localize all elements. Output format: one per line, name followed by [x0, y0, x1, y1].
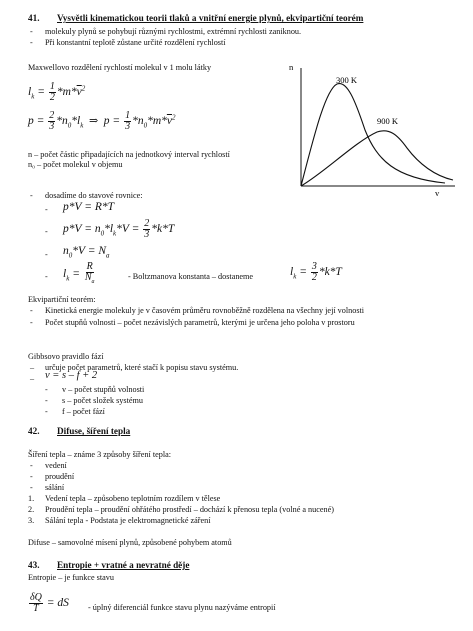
bullet-dash: - [45, 385, 48, 394]
maxwell-distribution-graph [285, 60, 460, 200]
bullet-dash: - [30, 472, 33, 481]
ekvipartition-title: Ekvipartiční teorém: [28, 295, 96, 304]
formula-entropy: $\frac{\delta Q}{T}$ = dS [30, 592, 69, 614]
maxwell-text: Maxwellovo rozdělení rychlostí molekul v 1 molu látky [28, 63, 212, 72]
gibbs-item: v – počet stupňů volnosti [62, 385, 145, 394]
heat-way: proudění [45, 472, 75, 481]
formula-kinetic-energy: $l_k$ = $\frac{1}{2}$ $*m*\overline{v}^2$ [28, 81, 86, 103]
list-number: 3. [28, 516, 35, 525]
bullet-dash: - [30, 483, 33, 492]
bullet-dash: - [30, 306, 33, 315]
heat-intro: Šíření tepla – známe 3 způsoby šíření tepla: [28, 450, 172, 459]
bullet-dash: - [30, 191, 33, 200]
bullet-dash: - [45, 407, 48, 416]
bullet-dash: - [45, 205, 48, 214]
section-42-number: 42. [28, 426, 40, 436]
section-41-number: 41. [28, 13, 40, 23]
curve-900k [301, 131, 453, 186]
bullet-dash: - [30, 461, 33, 470]
gibbs-item: s – počet složek systému [62, 396, 143, 405]
list-number: 2. [28, 505, 35, 514]
bullet-dash: - [45, 227, 48, 236]
formula-pv-lk: $p*V = n_0*l_k*V$ = $\frac{2}{3}$ *k*T [63, 218, 175, 240]
formula-boltzmann: $l_k$ = $\frac{R}{N_a}$ [63, 261, 95, 285]
bullet-text: Při konstantní teplotě zůstane určité rozdělení rychlostí [45, 38, 226, 47]
heat-way: vedení [45, 461, 67, 470]
difuse-text: Difuse – samovolné mísení plynů, způsobené pohybem atomů [28, 538, 232, 547]
gibbs-item: f – počet fází [62, 407, 105, 416]
formula-pressure: p = $\frac{2}{3}$ $*n_0*l_k$ ⇒ p = $\frac{1}{3}$ $*n_0*m*\overline{v}^2$ [28, 110, 176, 132]
heat-numbered: Sálání tepla - Podstata je elektromagnetické záření [45, 516, 211, 525]
bullet-dash: - [45, 250, 48, 259]
section-43-number: 43. [28, 560, 40, 570]
list-number: 1. [28, 494, 35, 503]
bullet-dash: - [30, 27, 33, 36]
formula-lk-result: $l_k$ = $\frac{3}{2}$ *k*T [290, 261, 342, 283]
bullet-dash: - [30, 38, 33, 47]
gibbs-title: Gibbsovo pravidlo fází [28, 352, 104, 361]
entropy-definition: - úplný diferenciál funkce stavu plynu nazýváme entropií [88, 603, 276, 612]
curve-900k-label: 900 K [377, 116, 399, 126]
boltzmann-text: - Boltzmanova konstanta – dostaneme [128, 272, 254, 281]
gibbs-formula: v = s – f + 2 [45, 370, 98, 381]
formula-state-eq: p*V = R*T [63, 201, 114, 213]
heat-way: sálání [45, 483, 65, 492]
ekvipartition-text: Kinetická energie molekuly je v časovém průměru rovnoběžně rozdělena na všechny její volnosti [45, 306, 365, 315]
section-41-title: Vysvětli kinematickou teorii tlaků a vnitřní energie plynů, ekvipartiční teorém [57, 13, 364, 23]
n-definition: n – počet částic připadajících na jednotkový interval rychlostí [28, 150, 230, 159]
entropy-text: Entropie – je funkce stavu [28, 573, 114, 582]
y-axis-label: n [289, 62, 294, 72]
n0-definition: n₀ – počet molekul v objemu [28, 160, 123, 169]
heat-numbered: Vedení tepla – způsobeno teplotním rozdílem v tělese [45, 494, 221, 503]
bullet-dash: - [45, 272, 48, 281]
formula-avogadro: $n_0*V = N_a$ [63, 245, 110, 260]
bullet-dash: – [30, 363, 35, 372]
dosadime-text: dosadíme do stavové rovnice: [45, 191, 143, 200]
curve-300k-label: 300 K [336, 75, 358, 85]
x-axis-label: v [435, 188, 440, 198]
section-43-title: Entropie + vratné a nevratné děje [57, 560, 190, 570]
ekvipartition-text: Počet stupňů volnosti – počet nezávislých parametrů, kterými je určena jeho poloha v prostoru [45, 318, 355, 327]
section-42-title: Difuse, šíření tepla [57, 426, 131, 436]
bullet-text: molekuly plynů se pohybují různými rychlostmi, extrémní rychlosti zaniknou. [45, 27, 302, 36]
heat-numbered: Proudění tepla – proudění ohřátého prostředí – dochází k přenosu tepla (volné a nucené) [45, 505, 334, 514]
bullet-dash: - [45, 396, 48, 405]
bullet-dash: - [30, 318, 33, 327]
gibbs-text: určuje počet parametrů, které stačí k popisu stavu systému. [45, 363, 239, 372]
bullet-dash: – [30, 374, 35, 383]
